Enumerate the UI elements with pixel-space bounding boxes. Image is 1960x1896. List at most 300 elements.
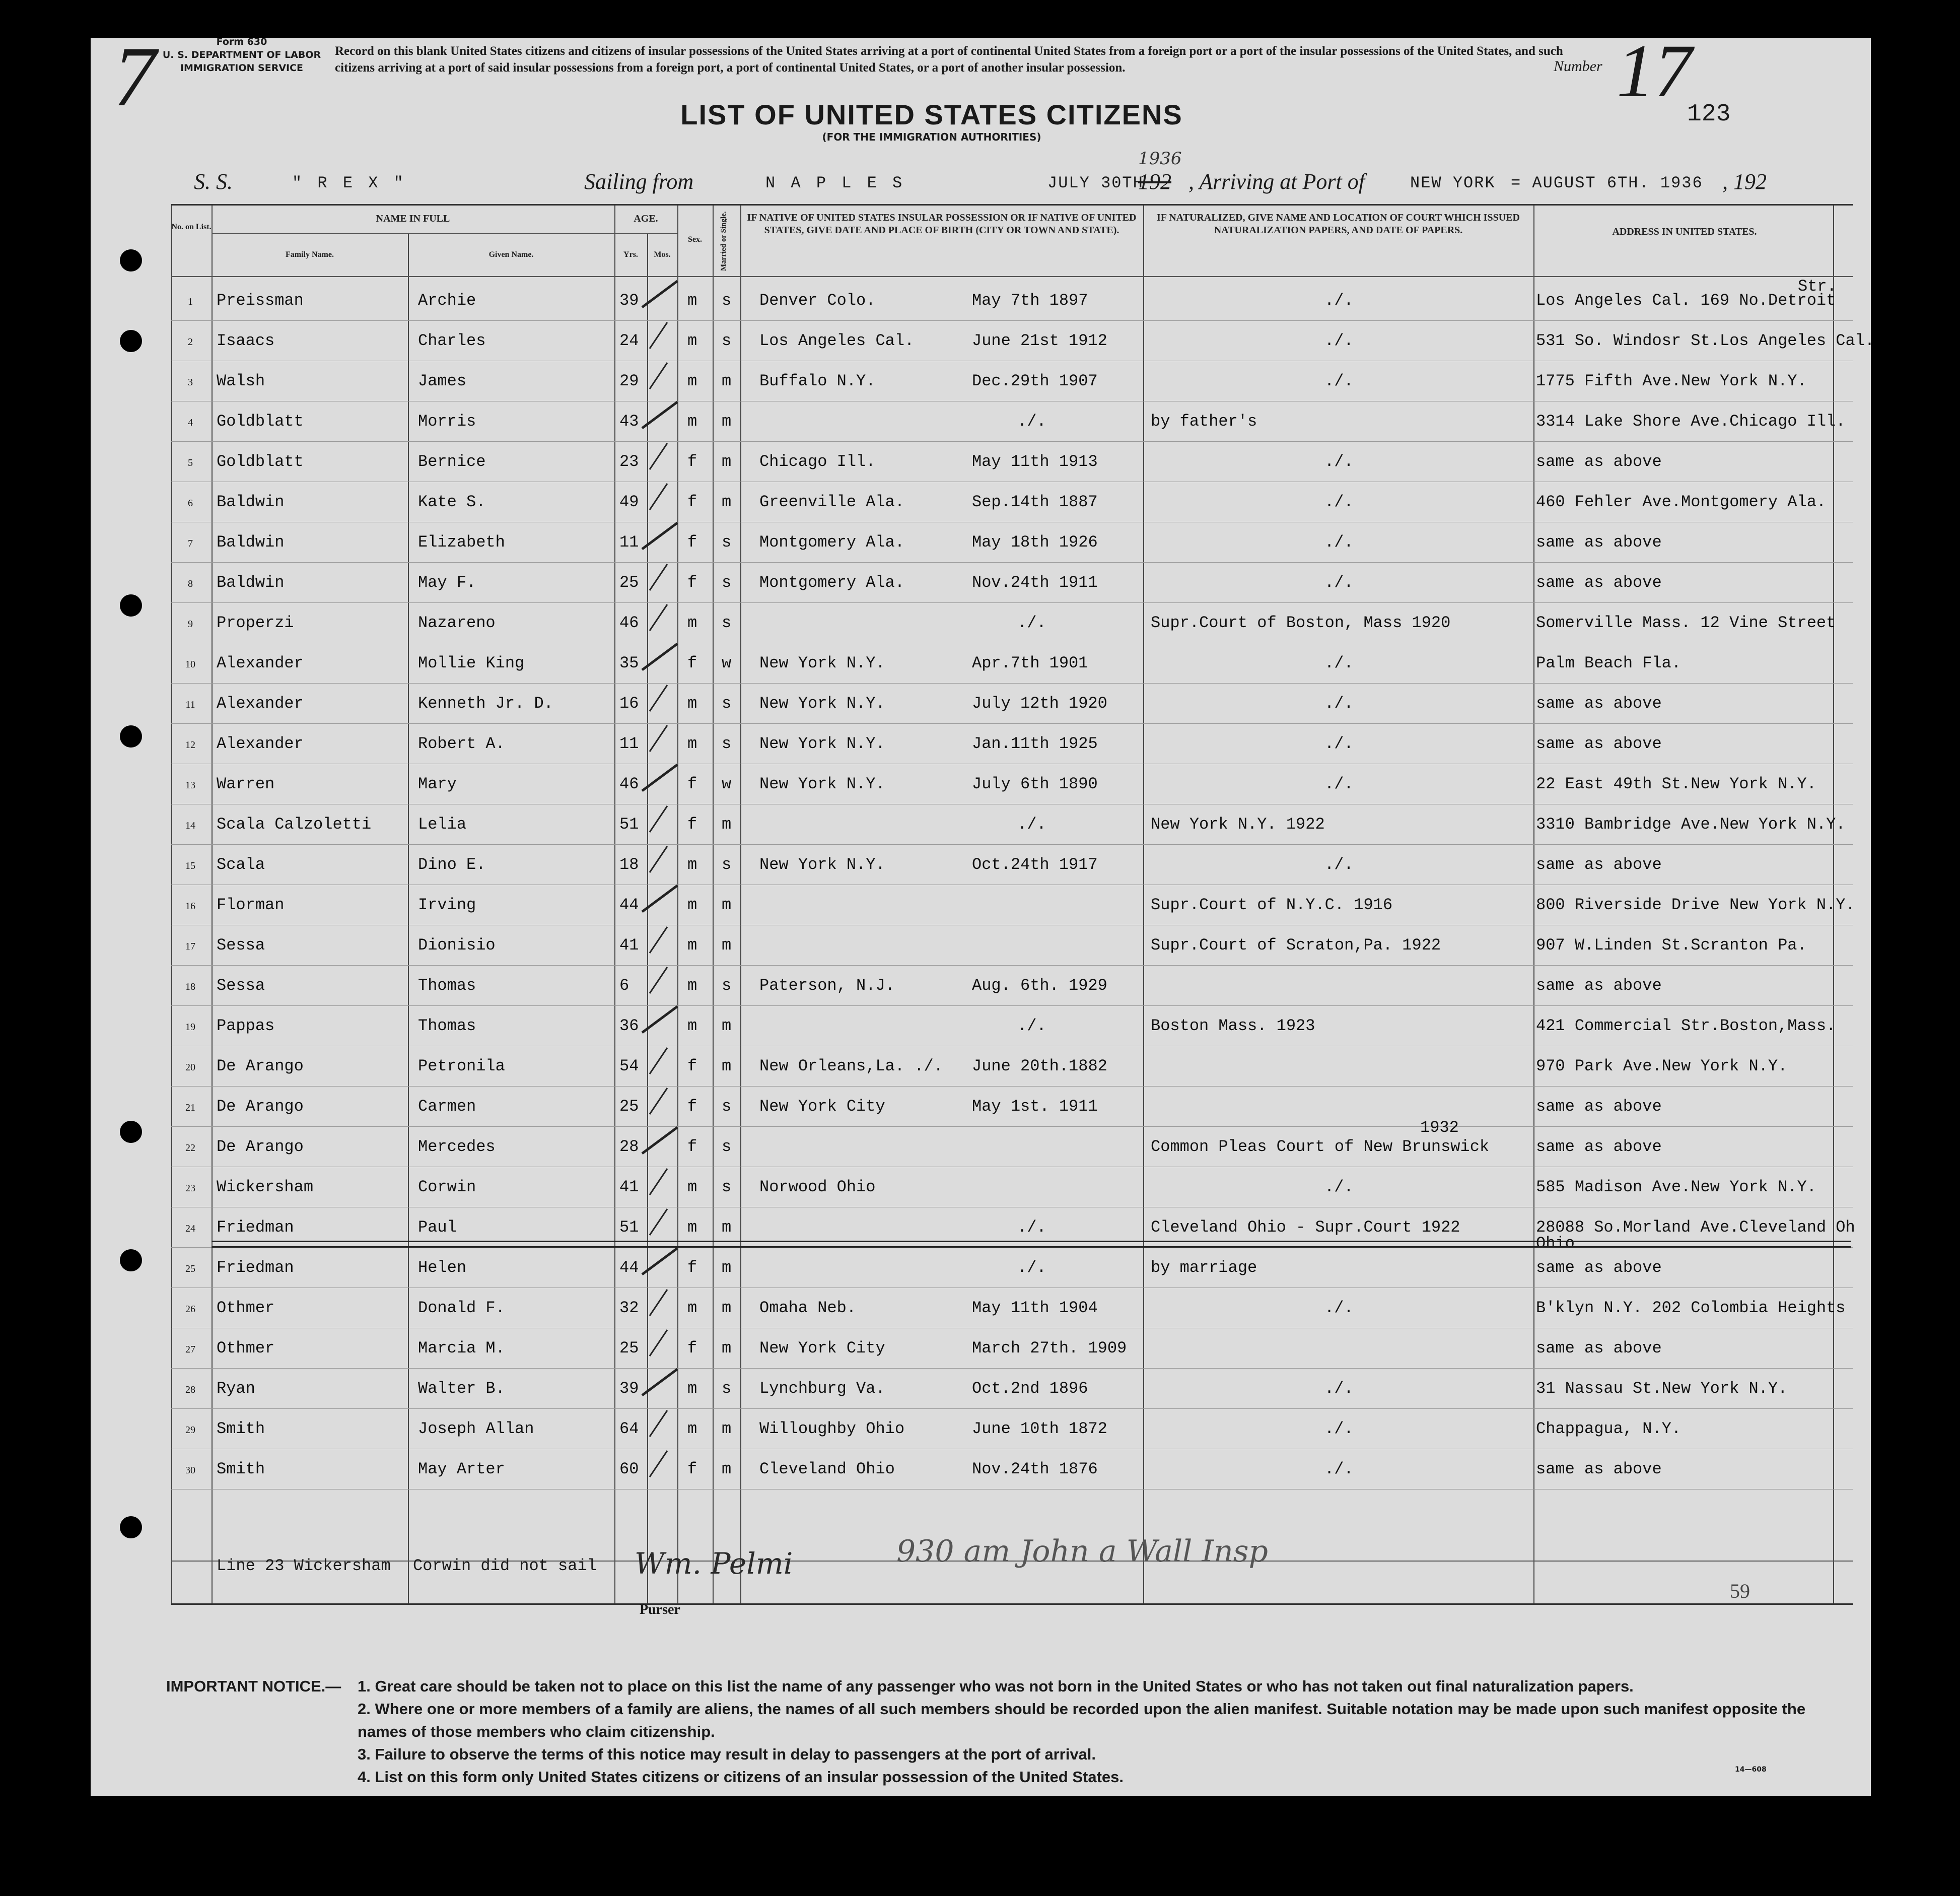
birth-date: July 12th 1920 — [972, 694, 1107, 713]
naturalization: ./. — [1324, 775, 1354, 793]
age-years: 24 — [619, 331, 639, 350]
marital-status: m — [722, 1460, 732, 1478]
sex: f — [687, 815, 697, 834]
age-years: 49 — [619, 493, 639, 511]
address: 970 Park Ave.New York N.Y. — [1536, 1057, 1788, 1075]
check-mark-icon — [637, 398, 682, 433]
address: same as above — [1536, 533, 1662, 552]
marital-status: m — [722, 1339, 732, 1358]
inspector-signature: 930 am John a Wall Insp — [896, 1534, 1268, 1569]
table-row — [171, 442, 1853, 483]
address: same as above — [1536, 1258, 1662, 1277]
marital-status: m — [722, 372, 732, 390]
age-years: 51 — [619, 815, 639, 834]
table-row — [171, 1208, 1855, 1253]
address: Los Angeles Cal. 169 No.Detroit — [1536, 291, 1836, 310]
birth-place: Montgomery Ala. — [759, 533, 905, 552]
sex: f — [687, 1339, 697, 1358]
sex: m — [687, 1419, 697, 1438]
marital-status: m — [722, 1057, 732, 1075]
birth-place: ./. — [1017, 1258, 1046, 1277]
address: same as above — [1536, 1097, 1662, 1116]
check-mark-icon — [637, 1123, 682, 1159]
table-row — [171, 966, 1853, 1006]
page-title: LIST OF UNITED STATES CITIZENS — [680, 99, 1183, 130]
sex: f — [687, 1258, 697, 1277]
table-row — [171, 1006, 1853, 1047]
naturalization: by marriage — [1151, 1258, 1257, 1277]
table-row — [171, 362, 1853, 402]
address: 22 East 49th St.New York N.Y. — [1536, 775, 1816, 793]
table-row — [171, 845, 1853, 886]
age-years: 36 — [619, 1017, 639, 1035]
age-years: 23 — [619, 452, 639, 471]
family-name: De Arango — [217, 1097, 304, 1116]
birth-date: Oct.2nd 1896 — [972, 1379, 1088, 1398]
given-name: Paul — [418, 1218, 457, 1237]
address-continuation: Str. — [1798, 277, 1837, 296]
birth-date: Jan.11th 1925 — [972, 734, 1098, 753]
check-mark-icon — [637, 559, 682, 594]
row-number: 12 — [185, 739, 195, 751]
check-mark-icon — [637, 358, 682, 393]
form-label: Form 630 — [216, 36, 267, 47]
family-name: Baldwin — [217, 533, 285, 552]
family-name: Scala — [217, 855, 265, 874]
given-name: Mercedes — [418, 1137, 496, 1156]
marital-status: s — [722, 694, 732, 713]
birth-place: ./. — [1017, 1218, 1046, 1237]
arrival-date: = AUGUST 6TH. 1936 — [1511, 174, 1703, 192]
birth-date: May 1st. 1911 — [972, 1097, 1098, 1116]
naturalization: New York N.Y. 1922 — [1151, 815, 1325, 834]
birth-date: June 21st 1912 — [972, 331, 1107, 350]
age-years: 11 — [619, 734, 639, 753]
marital-status: m — [722, 815, 732, 834]
sex: m — [687, 855, 697, 874]
sex: m — [687, 1017, 697, 1035]
naturalization: ./. — [1324, 291, 1354, 310]
marital-status: s — [722, 573, 732, 592]
address: same as above — [1536, 1137, 1662, 1156]
naturalization: ./. — [1324, 1460, 1354, 1478]
sex: m — [687, 372, 697, 390]
table-row — [171, 1369, 1853, 1409]
notice-item: 1. Great care should be taken not to place on this list the name of any passenger who was not born in the United States or who has not taken out final naturalization papers. — [358, 1677, 1634, 1695]
marital-status: s — [722, 533, 732, 552]
family-name: Isaacs — [217, 331, 275, 350]
header-address: ADDRESS IN UNITED STATES. — [1612, 226, 1757, 237]
address: 800 Riverside Drive New York N.Y. — [1536, 896, 1855, 914]
sex: m — [687, 1178, 697, 1196]
notice-item: 2. Where one or more members of a family are aliens, the names of all such members should be recorded upon the alien manifest. Suitable notation may be made upon such manifest opposite the names of those members who claim citizenship. — [358, 1700, 1806, 1740]
age-years: 54 — [619, 1057, 639, 1075]
port-to: NEW YORK — [1410, 174, 1496, 192]
header-sex: Sex. — [688, 235, 702, 244]
age-years: 44 — [619, 896, 639, 914]
strike-line — [212, 1246, 1851, 1248]
row-number: 8 — [188, 578, 193, 589]
row-number: 26 — [185, 1304, 195, 1315]
naturalization: Supr.Court of Boston, Mass 1920 — [1151, 614, 1451, 632]
given-name: Mary — [418, 775, 457, 793]
naturalization: ./. — [1324, 573, 1354, 592]
given-name: Morris — [418, 412, 476, 431]
intro-text: Record on this blank United States citizens and citizens of insular possessions of the United States arriving at a port of continental United States from a foreign port or a port of the insular possessions of the United States, and such citizens arriving at a port of said insular possessions from a foreign port, a port of continental United States, or a port of another insular possession. — [335, 44, 1563, 75]
naturalization: by father's — [1151, 412, 1257, 431]
family-name: Friedman — [217, 1258, 294, 1277]
naturalization: Supr.Court of Scraton,Pa. 1922 — [1151, 936, 1441, 955]
header-naturalized: IF NATURALIZED, GIVE NAME AND LOCATION OF COURT WHICH ISSUED NATURALIZATION PAPERS, AND DATE OF PAPERS. — [1157, 212, 1520, 236]
row-number: 2 — [188, 336, 193, 348]
table-row — [171, 765, 1853, 805]
check-mark-icon — [637, 1043, 682, 1078]
passenger-table — [171, 204, 1875, 1605]
table-row — [171, 321, 1875, 362]
birth-place: New York N.Y. — [759, 654, 885, 672]
port-from: N A P L E S — [765, 174, 905, 192]
row-number: 15 — [185, 860, 195, 871]
marital-status: s — [722, 614, 732, 632]
given-name: Kate S. — [418, 493, 486, 511]
row-number: 21 — [185, 1102, 195, 1113]
check-mark-icon — [637, 1204, 682, 1239]
given-name: Irving — [418, 896, 476, 914]
stamp-number: 59 — [1730, 1580, 1750, 1602]
family-name: Alexander — [217, 654, 304, 672]
header-married-single: Married or Single. — [720, 211, 728, 271]
table-row — [171, 523, 1853, 563]
table-row — [171, 926, 1853, 966]
sex: m — [687, 331, 697, 350]
check-mark-icon — [637, 1365, 682, 1400]
naturalization: ./. — [1324, 1178, 1354, 1196]
birth-date: Oct.24th 1917 — [972, 855, 1098, 874]
family-name: Alexander — [217, 694, 304, 713]
birth-place: Los Angeles Cal. — [759, 331, 915, 350]
row-number: 9 — [188, 619, 193, 630]
given-name: Robert A. — [418, 734, 505, 753]
sex: m — [687, 734, 697, 753]
naturalization: ./. — [1324, 452, 1354, 471]
header-birth: IF NATIVE OF UNITED STATES INSULAR POSSESSION OR IF NATIVE OF UNITED STATES, GIVE DATE AND PLACE OF BIRTH (CITY OR TOWN AND STATE). — [747, 212, 1137, 236]
birth-date: June 10th 1872 — [972, 1419, 1107, 1438]
address: 31 Nassau St.New York N.Y. — [1536, 1379, 1788, 1398]
header-family-name: Family Name. — [286, 250, 334, 259]
row-number: 11 — [185, 699, 195, 710]
notice-lead: IMPORTANT NOTICE.— — [166, 1677, 341, 1695]
family-name: Scala Calzoletti — [217, 815, 372, 834]
birth-date: Apr.7th 1901 — [972, 654, 1088, 672]
table-row — [171, 805, 1853, 845]
check-mark-icon — [637, 317, 682, 353]
marital-status: m — [722, 1299, 732, 1317]
sex: m — [687, 896, 697, 914]
given-name: May Arter — [418, 1460, 505, 1478]
given-name: May F. — [418, 573, 476, 592]
sex: f — [687, 452, 697, 471]
birth-date: Aug. 6th. 1929 — [972, 976, 1107, 995]
age-years: 18 — [619, 855, 639, 874]
address: 1775 Fifth Ave.New York N.Y. — [1536, 372, 1807, 390]
table-row — [171, 724, 1853, 765]
note-did-not-sail-right: Corwin did not sail — [413, 1556, 597, 1575]
birth-date: May 7th 1897 — [972, 291, 1088, 310]
table-row — [171, 1168, 1853, 1208]
marital-status: m — [722, 493, 732, 511]
address: 3314 Lake Shore Ave.Chicago Ill. — [1536, 412, 1846, 431]
marital-status: s — [722, 1379, 732, 1398]
form-number-handwritten: 7 — [113, 29, 156, 124]
given-name: Thomas — [418, 1017, 476, 1035]
form-code: 14—608 — [1735, 1766, 1767, 1774]
sex: f — [687, 573, 697, 592]
number-label: Number — [1554, 58, 1602, 75]
sex: f — [687, 1097, 697, 1116]
naturalization: Common Pleas Court of New Brunswick — [1151, 1137, 1490, 1156]
family-name: Alexander — [217, 734, 304, 753]
service-label: IMMIGRATION SERVICE — [180, 62, 304, 74]
age-years: 25 — [619, 1097, 639, 1116]
row-number: 29 — [185, 1425, 195, 1436]
age-years: 44 — [619, 1258, 639, 1277]
row-number: 6 — [188, 498, 193, 509]
family-name: De Arango — [217, 1057, 304, 1075]
binder-hole — [120, 1249, 142, 1271]
birth-date: March 27th. 1909 — [972, 1339, 1127, 1358]
naturalization: ./. — [1324, 855, 1354, 874]
sex: f — [687, 775, 697, 793]
table-row — [171, 1087, 1853, 1127]
given-name: Donald F. — [418, 1299, 505, 1317]
age-years: 46 — [619, 614, 639, 632]
birth-date: Nov.24th 1876 — [972, 1460, 1098, 1478]
check-mark-icon — [637, 1244, 682, 1279]
sailing-line — [101, 149, 1778, 199]
sex: f — [687, 533, 697, 552]
check-mark-icon — [637, 801, 682, 836]
sex: f — [687, 1137, 697, 1156]
birth-place: Greenville Ala. — [759, 493, 905, 511]
sex: m — [687, 694, 697, 713]
birth-place: Cleveland Ohio — [759, 1460, 895, 1478]
check-mark-icon — [637, 841, 682, 876]
header-age: AGE. — [634, 213, 658, 224]
header-given-name: Given Name. — [488, 250, 534, 259]
address: B'klyn N.Y. 202 Colombia Heights — [1536, 1299, 1846, 1317]
check-mark-icon — [637, 680, 682, 715]
given-name: Corwin — [418, 1178, 476, 1196]
marital-status: m — [722, 1218, 732, 1237]
sex: m — [687, 614, 697, 632]
naturalization: ./. — [1324, 654, 1354, 672]
given-name: Bernice — [418, 452, 486, 471]
ship-name: " R E X " — [292, 174, 406, 192]
age-years: 16 — [619, 694, 639, 713]
age-years: 11 — [619, 533, 639, 552]
row-number: 7 — [188, 538, 193, 549]
marital-status: w — [722, 654, 732, 672]
list-number: 17 — [1617, 29, 1692, 113]
family-name: Othmer — [217, 1299, 275, 1317]
family-name: Friedman — [217, 1218, 294, 1237]
table-row — [171, 886, 1853, 926]
given-name: Marcia M. — [418, 1339, 505, 1358]
row-number: 16 — [185, 901, 195, 912]
sex: m — [687, 1299, 697, 1317]
birth-place: Paterson, N.J. — [759, 976, 895, 995]
notice-item: 3. Failure to observe the terms of this notice may result in delay to passengers at the port of arrival. — [358, 1745, 1096, 1763]
table-row — [171, 644, 1853, 684]
birth-date: May 11th 1904 — [972, 1299, 1098, 1317]
year-printed: 192 — [1138, 169, 1171, 194]
check-mark-icon — [637, 479, 682, 514]
marital-status: m — [722, 412, 732, 431]
given-name: Dionisio — [418, 936, 496, 955]
given-name: Archie — [418, 291, 476, 310]
ss-label: S. S. — [194, 169, 233, 194]
row-number: 10 — [185, 659, 195, 670]
binder-hole — [120, 594, 142, 617]
age-years: 25 — [619, 573, 639, 592]
marital-status: m — [722, 936, 732, 955]
address: 531 So. Windosr St.Los Angeles Cal. — [1536, 331, 1875, 350]
sex: f — [687, 654, 697, 672]
family-name: Smith — [217, 1419, 265, 1438]
family-name: Pappas — [217, 1017, 275, 1035]
binder-hole — [120, 330, 142, 352]
header-years: Yrs. — [623, 250, 638, 259]
check-mark-icon — [637, 1405, 682, 1441]
birth-date: June 20th.1882 — [972, 1057, 1107, 1075]
family-name: Properzi — [217, 614, 294, 632]
birth-date: Dec.29th 1907 — [972, 372, 1098, 390]
age-years: 35 — [619, 654, 639, 672]
given-name: Carmen — [418, 1097, 476, 1116]
birth-place: Buffalo N.Y. — [759, 372, 876, 390]
row-number: 25 — [185, 1263, 195, 1274]
given-name: Nazareno — [418, 614, 496, 632]
marital-status: s — [722, 291, 732, 310]
naturalization: ./. — [1324, 1379, 1354, 1398]
family-name: Sessa — [217, 976, 265, 995]
age-years: 28 — [619, 1137, 639, 1156]
header-name-in-full: NAME IN FULL — [376, 213, 450, 224]
note-did-not-sail-left: Line 23 Wickersham — [217, 1556, 391, 1575]
given-name: Walter B. — [418, 1379, 505, 1398]
birth-date: July 6th 1890 — [972, 775, 1098, 793]
sex: m — [687, 291, 697, 310]
row-number: 27 — [185, 1344, 195, 1355]
table-row — [171, 603, 1853, 644]
row-number: 28 — [185, 1384, 195, 1395]
given-name: Kenneth Jr. D. — [418, 694, 553, 713]
birth-date: May 11th 1913 — [972, 452, 1098, 471]
binder-hole — [120, 725, 142, 748]
birth-place: Lynchburg Va. — [759, 1379, 885, 1398]
department-label: U. S. DEPARTMENT OF LABOR — [162, 49, 321, 60]
given-name: James — [418, 372, 467, 390]
sex: m — [687, 412, 697, 431]
birth-place: ./. — [1017, 1017, 1046, 1035]
sex: f — [687, 493, 697, 511]
birth-place: New York City — [759, 1339, 885, 1358]
sex: m — [687, 1218, 697, 1237]
age-years: 41 — [619, 1178, 639, 1196]
check-mark-icon — [637, 277, 682, 312]
marital-status: s — [722, 1178, 732, 1196]
check-mark-icon — [637, 519, 682, 554]
year-handwritten: 1936 — [1138, 149, 1182, 169]
family-name: Sessa — [217, 936, 265, 955]
birth-place: New York N.Y. — [759, 775, 885, 793]
birth-place: Montgomery Ala. — [759, 573, 905, 592]
age-years: 39 — [619, 1379, 639, 1398]
family-name: Ryan — [217, 1379, 255, 1398]
sex: m — [687, 1379, 697, 1398]
family-name: De Arango — [217, 1137, 304, 1156]
family-name: Wickersham — [217, 1178, 314, 1196]
sex: m — [687, 976, 697, 995]
check-mark-icon — [637, 922, 682, 957]
year-suffix: , 192 — [1722, 169, 1767, 194]
address: same as above — [1536, 1339, 1662, 1358]
header-months: Mos. — [654, 250, 671, 259]
age-years: 41 — [619, 936, 639, 955]
family-name: Walsh — [217, 372, 265, 390]
age-years: 6 — [619, 976, 629, 995]
birth-place: Chicago Ill. — [759, 452, 876, 471]
table-row — [171, 483, 1853, 523]
check-mark-icon — [637, 1083, 682, 1118]
marital-status: s — [722, 331, 732, 350]
birth-place: Omaha Neb. — [759, 1299, 857, 1317]
birth-date: May 18th 1926 — [972, 533, 1098, 552]
family-name: Goldblatt — [217, 412, 304, 431]
age-years: 25 — [619, 1339, 639, 1358]
row-number: 19 — [185, 1022, 195, 1033]
marital-status: w — [722, 775, 732, 793]
purser-signature: Wm. Pelmi — [635, 1546, 793, 1581]
family-name: Smith — [217, 1460, 265, 1478]
row-number: 14 — [185, 820, 195, 831]
naturalization: ./. — [1324, 533, 1354, 552]
address: same as above — [1536, 573, 1662, 592]
header-no: No. on List. — [171, 223, 212, 231]
table-row — [171, 277, 1853, 321]
age-years: 64 — [619, 1419, 639, 1438]
date-from: JULY 30TH — [1047, 174, 1144, 192]
notice-item: 4. List on this form only United States citizens or citizens of an insular possession of the United States. — [358, 1768, 1124, 1786]
address: 28088 So.Morland Ave.Cleveland Oh — [1536, 1218, 1855, 1237]
address: 907 W.Linden St.Scranton Pa. — [1536, 936, 1807, 955]
check-mark-icon — [637, 640, 682, 675]
age-years: 32 — [619, 1299, 639, 1317]
birth-place: New Orleans,La. ./. — [759, 1057, 943, 1075]
sex: m — [687, 936, 697, 955]
birth-place: New York N.Y. — [759, 855, 885, 874]
family-name: Baldwin — [217, 573, 285, 592]
row-number: 18 — [185, 981, 195, 992]
family-name: Warren — [217, 775, 275, 793]
marital-status: m — [722, 1017, 732, 1035]
page-number: 123 — [1687, 101, 1731, 128]
age-years: 43 — [619, 412, 639, 431]
birth-place: ./. — [1017, 815, 1046, 834]
address: Chappagua, N.Y. — [1536, 1419, 1682, 1438]
given-name: Mollie King — [418, 654, 525, 672]
address-continuation: Ohio — [1536, 1234, 1575, 1253]
